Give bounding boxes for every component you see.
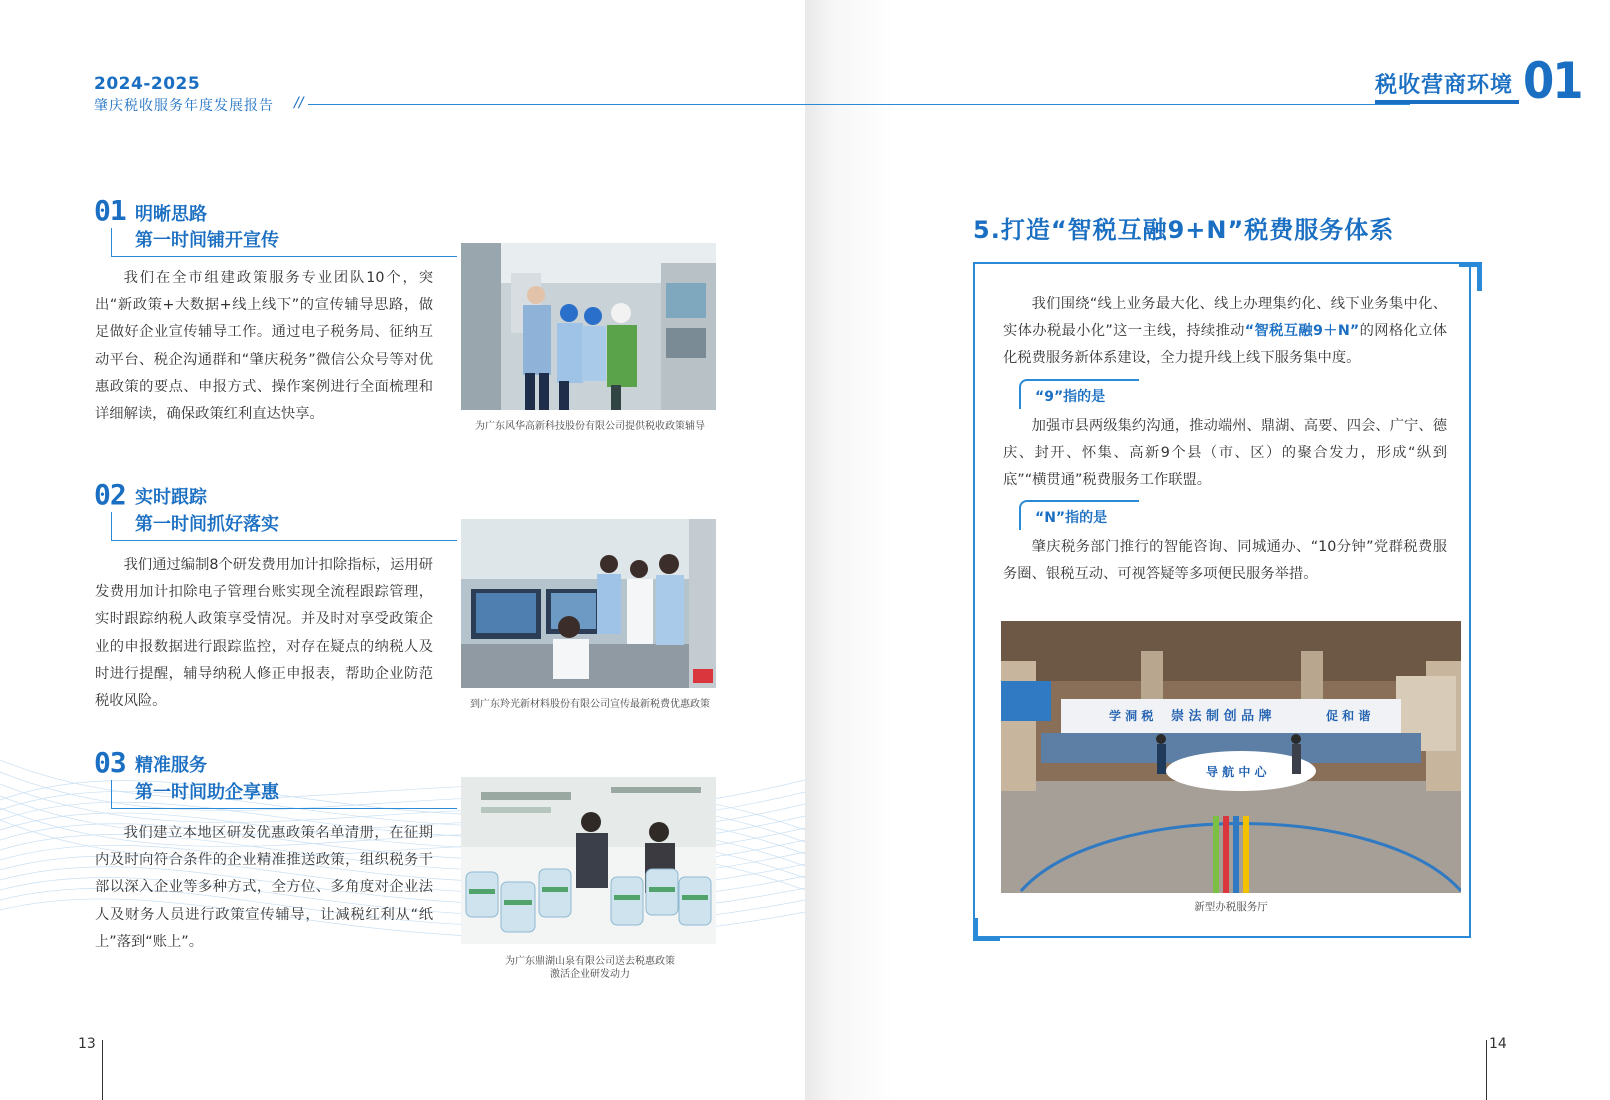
photo-hall-graphic	[1001, 621, 1461, 893]
header-rule-right	[805, 104, 1410, 105]
header-rule	[308, 104, 805, 105]
photo-tax-service-hall	[1001, 621, 1461, 893]
photo-caption-01: 为广东风华高新科技股份有限公司提供税收政策辅导	[475, 421, 705, 432]
intro-paragraph	[1003, 291, 1447, 373]
photo-dinghu-spring	[461, 777, 716, 944]
section-name-underline	[1375, 100, 1519, 104]
frame-corner-bottom-left	[973, 918, 1000, 941]
tag-9-frame	[1019, 379, 1139, 409]
tag-9-label: “9”指的是	[1035, 389, 1106, 405]
section-subtitle-02: 第一时间抓好落实	[135, 514, 279, 535]
section-body-03: 我们建立本地区研发优惠政策名单清册，在征期内及时向符合条件的企业精准推送政策，组织税务干部以深入企业等多种方式，全方位、多角度对企业法人及财务人员进行政策宣传辅导，让减税红利从“纸上”落到“账上”。	[95, 825, 433, 950]
photo-2-graphic	[461, 519, 716, 688]
photo-caption-03b: 激活企业研发动力	[550, 969, 630, 980]
photo-caption-hall: 新型办税服务厅	[1194, 901, 1268, 913]
intro-highlight: “智税互融9＋N”	[1244, 323, 1360, 340]
tag-n-frame	[1019, 500, 1139, 530]
header-slash: //	[294, 95, 304, 111]
section-body-02: 我们通过编制8个研发费用加计扣除指标，运用研发费用加计扣除电子管理台账实现全流程跟踪管理，实时跟踪纳税人政策享受情况。并及时对享受政策企业的申报数据进行跟踪监控，对存在疑点的纳税人及时进行提醒，辅导纳税人修正申报表，帮助企业防范税收风险。	[95, 557, 433, 710]
intro-text-before: 我们围绕“线上业务最大化、线上办理集约化、线下业务集中化、实体办税最小化”这一主线，持续推动	[1003, 296, 1447, 340]
section-name: 税收营商环境	[1375, 73, 1514, 98]
right-page	[805, 0, 1610, 1100]
section-number-large: 01	[1523, 52, 1582, 110]
section-subtitle-01: 第一时间铺开宣传	[135, 230, 279, 251]
photo-caption-02: 到广东羚光新材料股份有限公司宣传最新税费优惠政策	[470, 699, 710, 710]
section-title-02: 实时跟踪	[135, 487, 207, 508]
report-year: 2024-2025	[94, 74, 201, 94]
hall-desk-sign: 导 航 中 心	[1206, 765, 1267, 779]
photo-3-graphic	[461, 777, 716, 944]
frame-corner-top-right	[1459, 262, 1482, 291]
section-title-03: 精准服务	[135, 755, 207, 776]
section-number-02: 02	[94, 478, 126, 511]
section-title-01: 明晰思路	[135, 204, 207, 225]
intro-text-after: 的网格化立体化税费服务新体系建设，全力提升线上线下服务集中度。	[1003, 323, 1448, 367]
photo-tax-guidance-fenghua	[461, 243, 716, 410]
page-number-rule-left	[102, 1040, 103, 1100]
section-subtitle-03: 第一时间助企享惠	[135, 782, 279, 803]
hall-sign-3: 促 和 谐	[1326, 709, 1371, 723]
photo-caption-03a: 为广东鼎湖山泉有限公司送去税惠政策	[505, 956, 675, 967]
tag-n-label: “N”指的是	[1035, 510, 1108, 526]
report-title: 肇庆税收服务年度发展报告	[94, 98, 274, 114]
hall-sign-1: 学 洞 税	[1109, 709, 1154, 723]
hall-sign-2: 崇 法 制 创 品 牌	[1171, 709, 1272, 724]
photo-policy-lingguang	[461, 519, 716, 688]
page-number-rule-right	[1486, 1040, 1487, 1100]
photo-1-graphic	[461, 243, 716, 410]
section-number-01: 01	[94, 194, 126, 227]
page-number-left: 13	[78, 1036, 96, 1052]
page-number-right: 14	[1489, 1036, 1507, 1052]
paragraph-n: 肇庆税务部门推行的智能咨询、同城通办、“10分钟”党群税费服务圈、银税互动、可视答疑等多项便民服务举措。	[1003, 539, 1447, 583]
section-number-03: 03	[94, 746, 126, 779]
paragraph-9: 加强市县两级集约沟通，推动端州、鼎湖、高要、四会、广宁、德庆、封开、怀集、高新9个县（市、区）的聚合发力，形成“纵到底”“横贯通”税费服务工作联盟。	[1003, 418, 1447, 489]
section-heading: 5.打造“智税互融9+N”税费服务体系	[973, 216, 1395, 244]
section-body-01: 我们在全市组建政策服务专业团队10个，突出“新政策+大数据+线上线下”的宣传辅导思路，做足做好企业宣传辅导工作。通过电子税务局、征纳互动平台、税企沟通群和“肇庆税务”微信公众号等对优惠政策的要点、申报方式、操作案例进行全面梳理和详细解读，确保政策红利直达快享。	[95, 270, 433, 423]
